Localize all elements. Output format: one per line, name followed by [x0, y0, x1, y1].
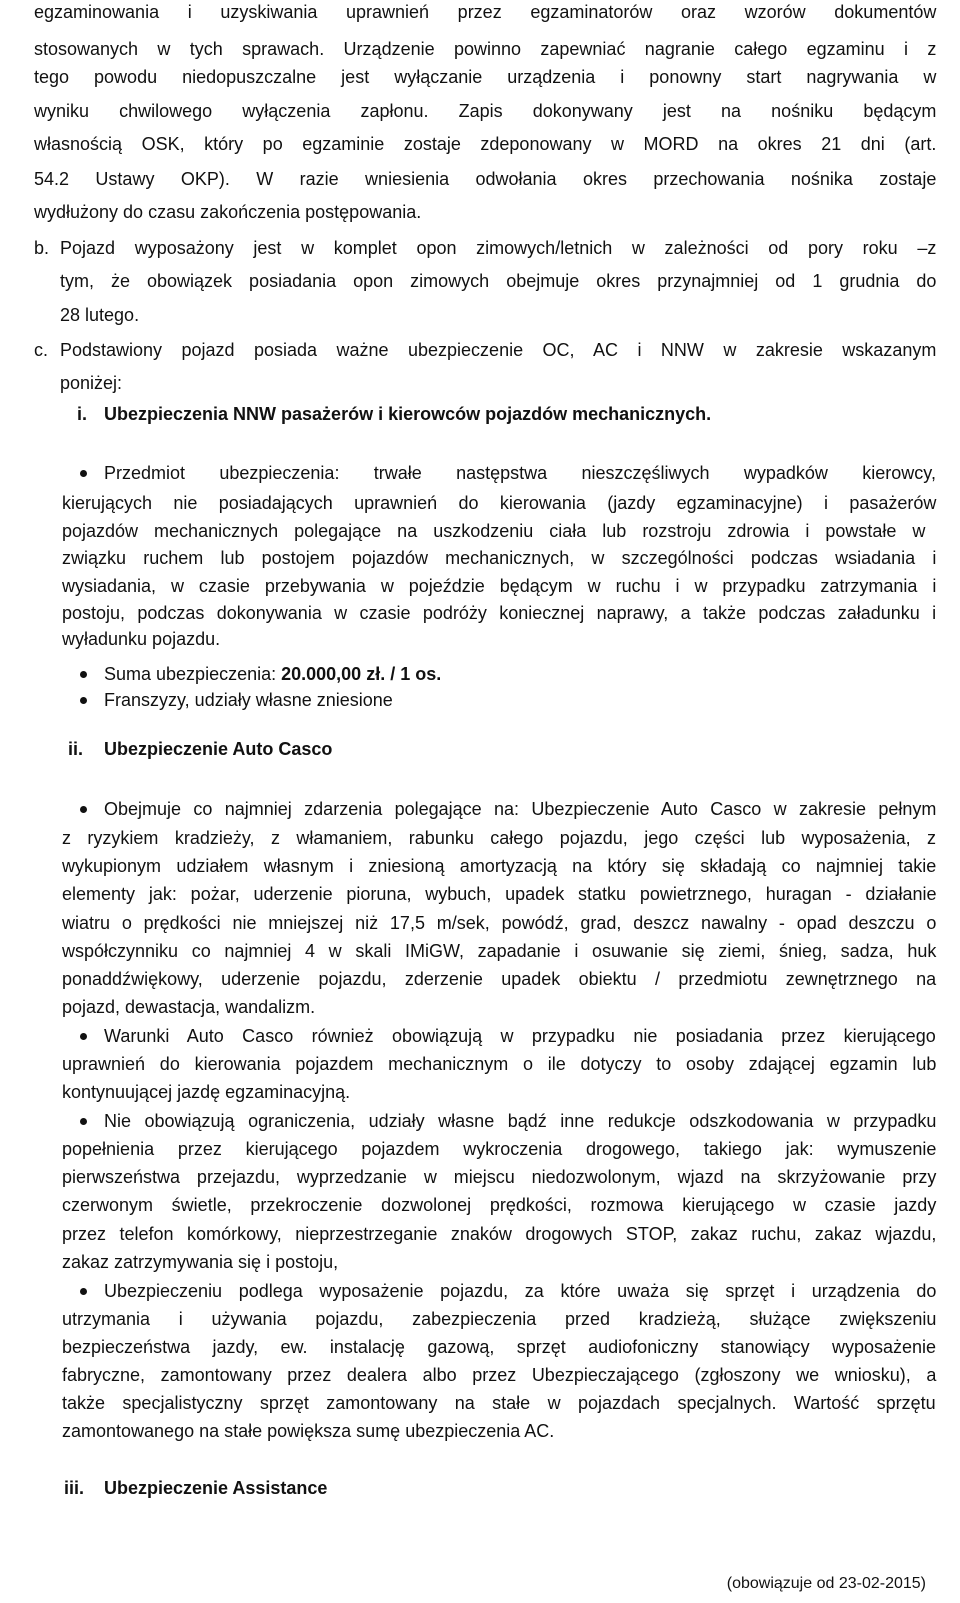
ac-exclusions-line: Nie obowiązują ograniczenia, udziały własne bądź inne redukcje odszkodowania w przypadku: [104, 1111, 937, 1131]
ac-conditions-line: kontynuującej jazdę egzaminacyjną.: [62, 1082, 351, 1102]
ac-coverage-line: ponaddźwiękowy, uderzenie pojazdu, zderzenie upadek obiektu / przedmiotu zewnętrznego na: [62, 969, 937, 989]
list-marker: b.: [34, 238, 50, 258]
list-marker: c.: [34, 340, 49, 360]
ac-conditions-line: uprawnień do kierowania pojazdem mechanicznym o ile dotyczy to osoby zdającej egzamin lub: [62, 1054, 937, 1074]
sum-insured: [104, 663, 441, 685]
ac-equipment-line: fabryczne, zamontowany przez dealera albo przez Ubezpieczającego (zgłoszony we wniosku), a: [62, 1365, 937, 1385]
section-title: Ubezpieczenie Assistance: [104, 1478, 328, 1498]
section-title: Ubezpieczenie Auto Casco: [104, 739, 333, 759]
bullet-icon: [80, 1288, 87, 1295]
intro-line: wyniku chwilowego wyłączenia zapłonu. Zapis dokonywany jest na nośniku będącym: [34, 101, 937, 121]
bullet-icon: [80, 1118, 87, 1125]
nnw-subject-line: związku ruchem lub postojem pojazdów mechanicznych, w szczególności podczas wsiadania i: [62, 548, 937, 568]
ac-coverage-line: wiatru o prędkości nie mniejszej niż 17,5 m/sek, powódź, grad, deszcz nawalny - opad deszczu o: [62, 913, 937, 933]
point-c-line: Podstawiony pojazd posiada ważne ubezpieczenie OC, AC i NNW w zakresie wskazanym: [60, 340, 937, 360]
ac-exclusions-line: czerwonym świetle, przekroczenie dozwolonej prędkości, rozmowa kierującego w czasie jazdy: [62, 1195, 937, 1215]
nnw-subject-line: pojazdów mechanicznych polegające na uszkodzeniu ciała lub rozstroju zdrowia i powstałe w: [62, 521, 926, 541]
bullet-icon: [80, 671, 87, 678]
section-marker: i.: [77, 404, 88, 424]
point-b-line: tym, że obowiązek posiadania opon zimowych obejmuje okres przynajmniej od 1 grudnia do: [60, 271, 937, 291]
sum-insured-value: 20.000,00 zł. / 1 os.: [281, 664, 442, 684]
ac-conditions-line: Warunki Auto Casco również obowiązują w przypadku nie posiadania przez kierującego: [104, 1026, 936, 1046]
ac-coverage-line: Obejmuje co najmniej zdarzenia polegające na: Ubezpieczenie Auto Casco w zakresie pełnym: [104, 799, 937, 819]
intro-line: wydłużony do czasu zakończenia postępowania.: [34, 202, 422, 222]
bullet-icon: [80, 697, 87, 704]
intro-line: własnością OSK, który po egzaminie zostaje zdeponowany w MORD na okres 21 dni (art.: [34, 134, 937, 154]
point-b-line: Pojazd wyposażony jest w komplet opon zimowych/letnich w zależności od pory roku –z: [60, 238, 937, 258]
intro-line: 54.2 Ustawy OKP). W razie wniesienia odwołania okres przechowania nośnika zostaje: [34, 169, 937, 189]
ac-coverage-line: z ryzykiem kradzieży, z włamaniem, rabunku całego pojazdu, jego części lub wyposażenia, z: [62, 828, 936, 848]
nnw-subject-line: postoju, podczas dokonywania w czasie podróży koniecznej naprawy, a także podczas załadunku i: [62, 603, 937, 623]
point-b-line: 28 lutego.: [60, 305, 140, 325]
point-c-line: poniżej:: [60, 373, 123, 393]
sum-insured-label: Suma ubezpieczenia:: [104, 664, 282, 684]
ac-equipment-line: także specjalistyczny sprzęt zamontowany na stałe w pojazdach specjalnych. Wartość sprzętu: [62, 1393, 936, 1413]
bullet-icon: [80, 470, 87, 477]
ac-exclusions-line: pierwszeństwa przejazdu, wyprzedzanie w miejscu niedozwolonym, wjazd na skrzyżowanie przy: [62, 1167, 937, 1187]
section-marker: iii.: [64, 1478, 85, 1498]
ac-equipment-line: zamontowanego na stałe powiększa sumę ubezpieczenia AC.: [62, 1421, 555, 1441]
deductible-note: Franszyzy, udziały własne zniesione: [104, 690, 393, 710]
bullet-icon: [80, 806, 87, 813]
ac-equipment-line: bezpieczeństwa jazdy, ew. instalację gazową, sprzęt audiofoniczny stanowiący wyposażenie: [62, 1337, 937, 1357]
bullet-icon: [80, 1033, 87, 1040]
nnw-subject-line: kierujących nie posiadających uprawnień do kierowania (jazdy egzaminacyjne) i pasażerów: [62, 493, 937, 513]
nnw-subject-line: wyładunku pojazdu.: [62, 629, 221, 649]
validity-date-footer: (obowiązuje od 23-02-2015): [726, 1575, 926, 1592]
ac-coverage-line: współczynniku co najmniej 4 w skali IMiGW, zapadanie i osuwanie się ziemi, śnieg, sadza, huk: [62, 941, 937, 961]
ac-equipment-line: utrzymania i używania pojazdu, zabezpieczenia przed kradzieżą, służące zwiększeniu: [62, 1309, 937, 1329]
intro-line: stosowanych w tych sprawach. Urządzenie powinno zapewniać nagranie całego egzaminu i z: [34, 39, 937, 59]
ac-coverage-line: pojazd, dewastacja, wandalizm.: [62, 997, 316, 1017]
ac-exclusions-line: przez telefon komórkowy, nieprzestrzeganie znaków drogowych STOP, zakaz ruchu, zakaz wjazdu,: [62, 1224, 937, 1244]
nnw-subject-line: wysiadania, w czasie przebywania w pojeździe będącym w ruchu i w przypadku zatrzymania i: [62, 576, 937, 596]
ac-exclusions-line: popełnienia przez kierującego pojazdem wykroczenia drogowego, takiego jak: wymuszenie: [62, 1139, 937, 1159]
ac-coverage-line: wykupionym udziałem własnym i zniesioną amortyzacją na który się składają co najmniej takie: [62, 856, 937, 876]
section-title: Ubezpieczenia NNW pasażerów i kierowców pojazdów mechanicznych.: [104, 404, 712, 424]
ac-exclusions-line: zakaz zatrzymywania się i postoju,: [62, 1252, 339, 1272]
intro-line: tego powodu niedopuszczalne jest wyłączanie urządzenia i ponowny start nagrywania w: [34, 67, 937, 87]
intro-line: egzaminowania i uzyskiwania uprawnień przez egzaminatorów oraz wzorów dokumentów: [34, 2, 937, 22]
section-marker: ii.: [68, 739, 84, 759]
nnw-subject-line: Przedmiot ubezpieczenia: trwałe następstwa nieszczęśliwych wypadków kierowcy,: [104, 463, 936, 483]
ac-equipment-line: Ubezpieczeniu podlega wyposażenie pojazdu, za które uważa się sprzęt i urządzenia do: [104, 1281, 937, 1301]
ac-coverage-line: elementy jak: pożar, uderzenie pioruna, wybuch, upadek statku powietrznego, huragan - działanie: [62, 884, 937, 904]
